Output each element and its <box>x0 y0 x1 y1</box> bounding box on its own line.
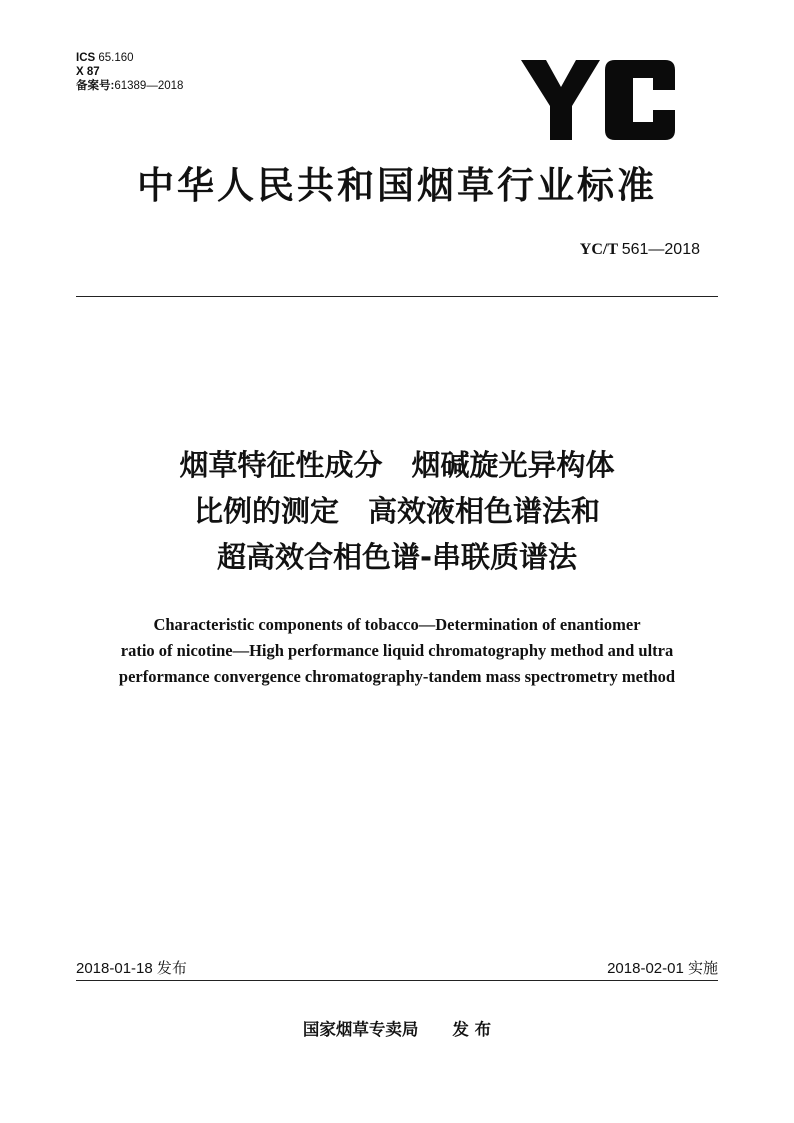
english-title-line-3: performance convergence chromatography-tandem mass spectrometry method <box>118 667 676 686</box>
classification-block <box>76 51 183 93</box>
yc-logo-letter-c <box>605 60 675 140</box>
standard-code <box>580 240 700 260</box>
chinese-title-line-2: 比例的测定 高效液相色谱法和 <box>193 494 600 528</box>
issue-date-label: 发布 <box>156 959 187 977</box>
ics-line <box>76 51 183 65</box>
header-divider <box>76 296 718 297</box>
filing-label: 备案号: <box>76 80 115 92</box>
implementation-date <box>607 958 718 979</box>
implementation-date-value: 2018-02-01 <box>607 960 684 977</box>
filing-value: 61389—2018 <box>114 80 184 92</box>
footer-divider <box>76 980 718 981</box>
industry-standard-title: 中华人民共和国烟草行业标准 <box>137 164 657 207</box>
english-title-line-1: Characteristic components of tobacco—Determination of enantiomer <box>153 615 641 634</box>
filing-line <box>76 79 183 93</box>
issue-date-value: 2018-01-18 <box>76 960 153 977</box>
publisher-label: 发 布 <box>452 1020 492 1039</box>
issue-date <box>76 958 187 979</box>
publisher-name: 国家烟草专卖局 <box>302 1020 419 1039</box>
english-title <box>76 612 718 690</box>
english-title-line-2: ratio of nicotine—High performance liquid chromatography method and ultra <box>120 641 674 660</box>
chinese-title <box>76 442 718 580</box>
ics-label: ICS <box>76 52 96 64</box>
standard-code-prefix: YC/T <box>579 241 618 258</box>
yc-logo <box>521 60 675 140</box>
ics-value: 65.160 <box>98 52 134 64</box>
standard-code-number: 561—2018 <box>621 241 700 258</box>
publisher <box>76 1018 718 1042</box>
ccs-line: X 87 <box>76 66 100 78</box>
yc-logo-letter-y <box>521 60 600 140</box>
chinese-title-line-1: 烟草特征性成分 烟碱旋光异构体 <box>179 448 615 482</box>
implementation-date-label: 实施 <box>687 959 718 977</box>
chinese-title-line-3: 超高效合相色谱-串联质谱法 <box>216 540 578 574</box>
